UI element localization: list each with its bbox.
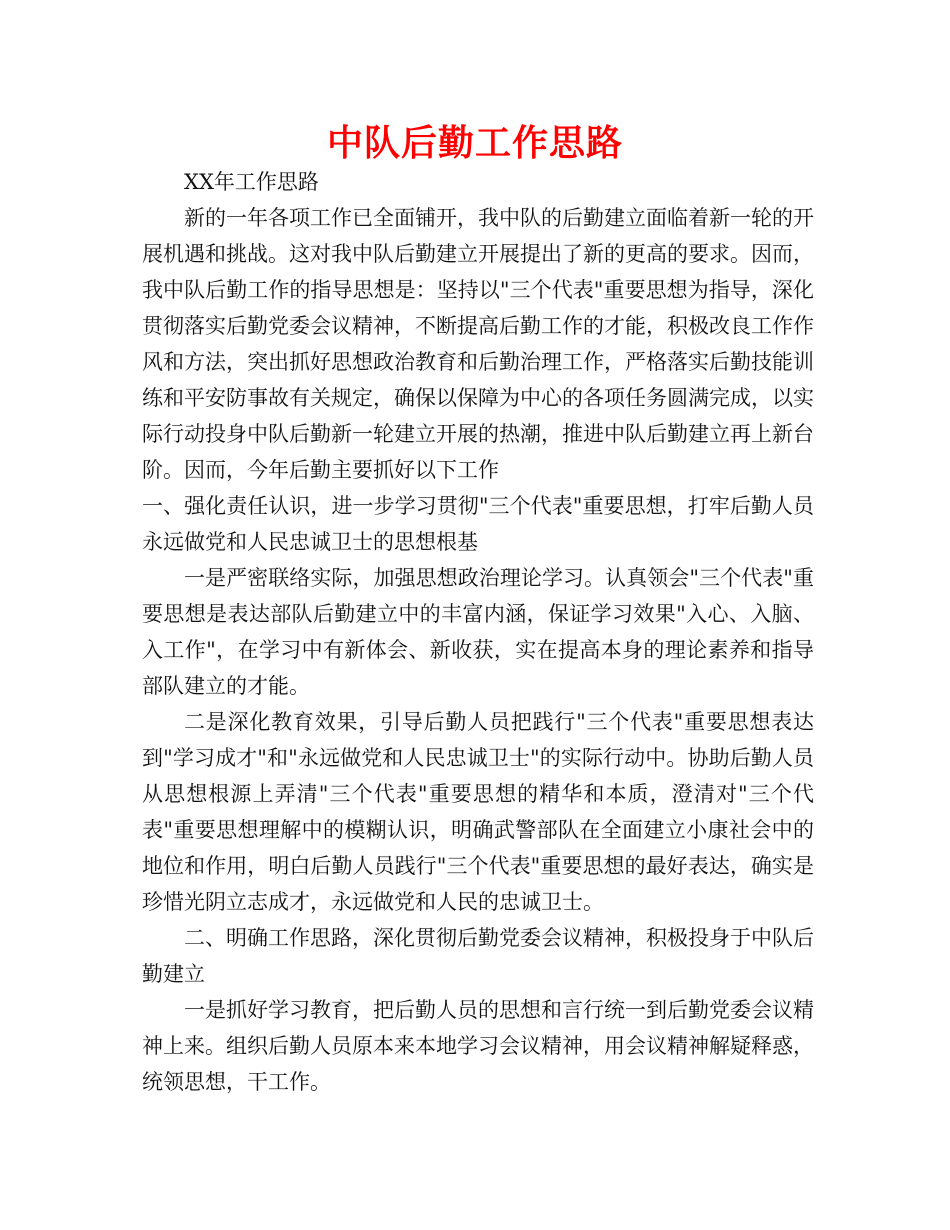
paragraph-subtitle: XX年工作思路 [184,170,319,194]
paragraph-point-1: 一是严密联络实际，加强思想政治理论学习。认真领会"三个代表"重要思想是表达部队后勤建立中的丰富内涵，保证学习效果"入心、入脑、入工作"，在学习中有新体会、新收获，实在提高本身的理论素养和指导部队建立的才能。 [142,566,814,698]
paragraph-point-3: 一是抓好学习教育，把后勤人员的思想和言行统一到后勤党委会议精神上来。组织后勤人员原本来本地学习会议精神，用会议精神解疑释惑，统领思想，干工作。 [142,998,814,1094]
paragraph-intro: 新的一年各项工作已全面铺开，我中队的后勤建立面临着新一轮的开展机遇和挑战。这对我中队后勤建立开展提出了新的更高的要求。因而，我中队后勤工作的指导思想是：坚持以"三个代表"重要思想为指导，深化贯彻落实后勤党委会议精神，不断提高后勤工作的才能，积极改良工作作风和方法，突出抓好思想政治教育和后勤治理工作，严格落实后勤技能训练和平安防事故有关规定，确保以保障为中心的各项任务圆满完成，以实际行动投身中队后勤新一轮建立开展的热潮，推进中队后勤建立再上新台阶。因而，今年后勤主要抓好以下工作 [142,206,814,482]
paragraph-point-2: 二是深化教育效果，引导后勤人员把践行"三个代表"重要思想表达到"学习成才"和"永远做党和人民忠诚卫士"的实际行动中。协助后勤人员从思想根源上弄清"三个代表"重要思想的精华和本质，澄清对"三个代表"重要思想理解中的模糊认识，明确武警部队在全面建立小康社会中的地位和作用，明白后勤人员践行"三个代表"重要思想的最好表达，确实是珍惜光阴立志成才，永远做党和人民的忠诚卫士。 [142,710,814,914]
document-title: 中队后勤工作思路 [326,123,623,164]
document-body [142,164,814,1100]
section-heading-1: 一、强化责任认识，进一步学习贯彻"三个代表"重要思想，打牢后勤人员永远做党和人民忠诚卫士的思想根基 [142,494,814,554]
section-heading-2: 二、明确工作思路，深化贯彻后勤党委会议精神，积极投身于中队后勤建立 [142,926,814,986]
